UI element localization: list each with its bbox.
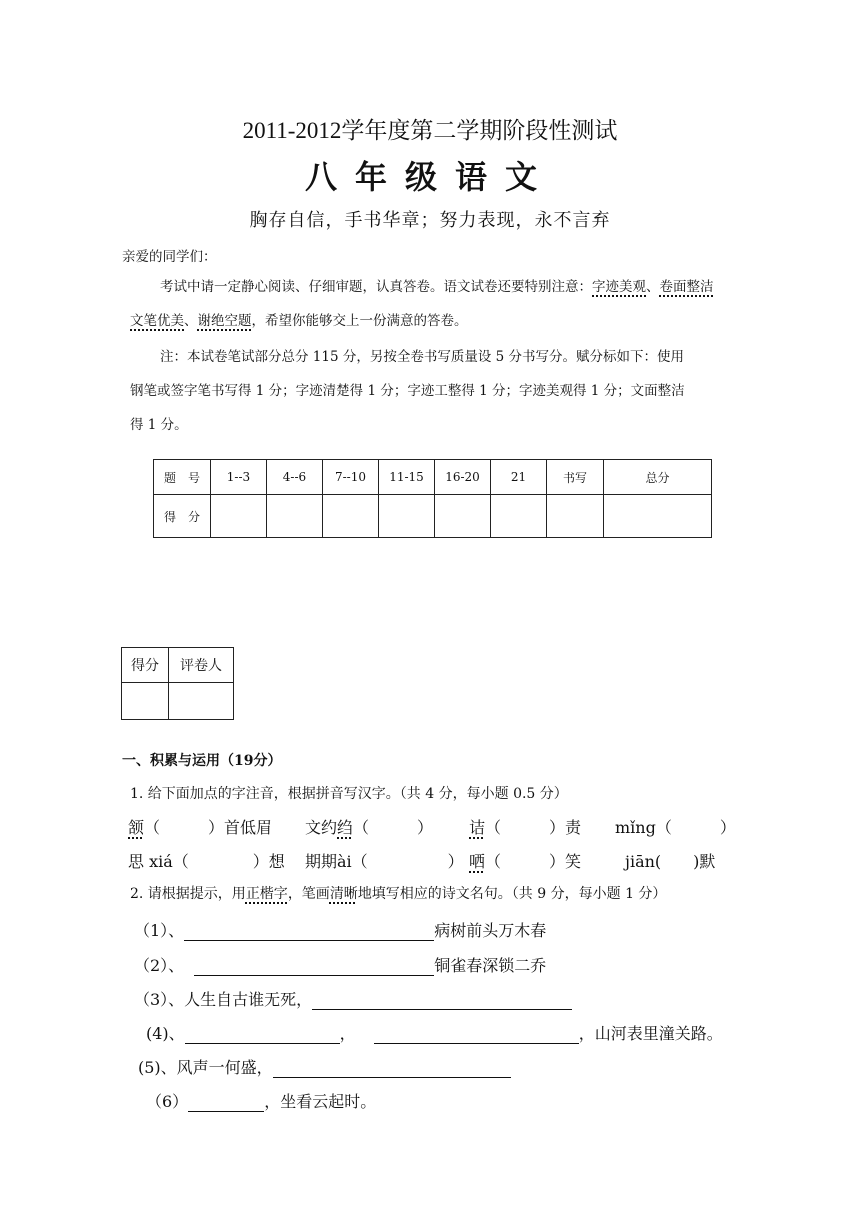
answer-blank[interactable] xyxy=(374,1027,579,1044)
emphasis-text: 卷面整洁 xyxy=(659,279,714,295)
score-table-col: 11-15 xyxy=(379,460,435,495)
score-table-col: 7--10 xyxy=(323,460,379,495)
score-cell[interactable] xyxy=(547,495,604,538)
item-text: （ ）笑 xyxy=(485,852,582,871)
item-text: ， xyxy=(339,1024,356,1043)
intro-paragraph-1-line2 xyxy=(130,304,468,338)
item-text: （ ）首低眉 xyxy=(144,818,273,837)
pinyin: jiān( xyxy=(625,852,662,871)
score-cell[interactable] xyxy=(323,495,379,538)
pinyin: ài xyxy=(337,852,352,871)
answer-blank[interactable] xyxy=(185,1027,340,1044)
question-2 xyxy=(130,883,666,903)
fill-item-4 xyxy=(146,1021,723,1044)
q1-item-b xyxy=(305,815,433,838)
score-cell[interactable] xyxy=(491,495,547,538)
separator: 、 xyxy=(184,313,198,329)
note-line2: 钢笔或签字笔书写得 1 分；字迹清楚得 1 分；字迹工整得 1 分；字迹美观得 1 分；文面整洁 xyxy=(130,383,685,399)
answer-blank[interactable] xyxy=(194,959,434,976)
question-1: 1. 给下面加点的字注音，根据拼音写汉字。（共 4 分，每小题 0.5 分） xyxy=(130,786,568,802)
item-text: （ ） xyxy=(351,852,464,871)
dotted-char: 哂 xyxy=(469,852,486,871)
item-text: ，山河表里潼关路。 xyxy=(578,1024,723,1043)
pinyin: mǐng xyxy=(615,818,656,837)
score-table-header: 题 号 xyxy=(154,460,211,495)
dotted-char: 诘 xyxy=(469,818,486,837)
item-number: （2）、 xyxy=(134,956,185,975)
answer-blank[interactable] xyxy=(273,1061,511,1078)
note-line1: 注：本试卷笔试部分总分 115 分，另按全卷书写质量设 5 分书写分。赋分标如下：使用 xyxy=(160,349,685,365)
dotted-char: 绉 xyxy=(337,818,354,837)
item-text: )默 xyxy=(661,852,716,871)
answer-blank[interactable] xyxy=(312,993,572,1010)
emphasis-text: 清晰 xyxy=(329,886,358,902)
intro-text: 考试中请一定静心阅读、仔细审题，认真答卷。语文试卷还要特别注意： xyxy=(160,279,592,295)
emphasis-text: 谢绝空题 xyxy=(197,313,252,329)
fill-item-6 xyxy=(146,1089,376,1112)
item-text: 病树前头万木春 xyxy=(434,921,547,940)
item-text: （ ）责 xyxy=(485,818,582,837)
question-text: 2. 请根据提示，用 xyxy=(130,886,246,902)
q1-item-a xyxy=(128,815,272,838)
grader-name-label: 评卷人 xyxy=(169,648,234,683)
item-text: ，坐看云起时。 xyxy=(264,1092,377,1111)
item-text: 文约 xyxy=(305,818,338,837)
score-cell[interactable] xyxy=(379,495,435,538)
question-text: ，笔画 xyxy=(287,886,330,902)
score-cell[interactable] xyxy=(211,495,267,538)
item-number: （1）、 xyxy=(134,921,185,940)
item-text: （ ）想 xyxy=(172,852,285,871)
exam-motto: 胸存自信，手书华章；努力表现，永不言弃 xyxy=(249,210,611,231)
score-table-col: 总分 xyxy=(604,460,712,495)
dotted-char: 颔 xyxy=(128,818,145,837)
q1-item-f xyxy=(305,849,464,872)
answer-blank[interactable] xyxy=(184,924,434,941)
score-table xyxy=(153,459,712,538)
fill-item-3 xyxy=(134,987,572,1010)
item-number: (4)、 xyxy=(146,1024,185,1043)
item-text: （ ） xyxy=(353,818,434,837)
note-line3: 得 1 分。 xyxy=(130,417,188,433)
grader-name-cell[interactable] xyxy=(169,683,234,720)
emphasis-text: 字迹美观 xyxy=(592,279,646,295)
q1-item-h xyxy=(625,849,715,872)
intro-text: ，希望你能够交上一份满意的答卷。 xyxy=(251,313,468,329)
emphasis-text: 文笔优美 xyxy=(130,313,184,329)
grader-table xyxy=(121,647,234,720)
pinyin: 思 xiá xyxy=(128,852,173,871)
q1-item-e xyxy=(128,849,285,872)
question-text: 地填写相应的诗文名句。（共 9 分，每小题 1 分） xyxy=(357,886,667,902)
score-cell[interactable] xyxy=(435,495,491,538)
grader-score-cell[interactable] xyxy=(122,683,169,720)
score-table-col: 1--3 xyxy=(211,460,267,495)
item-text: 期期 xyxy=(305,852,338,871)
grader-score-label: 得分 xyxy=(122,648,169,683)
emphasis-text: 正楷字 xyxy=(245,886,288,902)
q1-item-c xyxy=(469,815,581,838)
item-number: （6） xyxy=(146,1092,189,1111)
exam-title-line1: 2011-2012学年度第二学期阶段性测试 xyxy=(242,118,618,143)
fill-item-2 xyxy=(134,953,546,976)
fill-item-5 xyxy=(138,1055,511,1078)
greeting: 亲爱的同学们： xyxy=(122,249,217,265)
score-table-col: 4--6 xyxy=(267,460,323,495)
q1-item-d xyxy=(615,815,736,838)
score-table-col: 21 xyxy=(491,460,547,495)
score-cell[interactable] xyxy=(604,495,712,538)
item-number: (5)、风声一何盛， xyxy=(138,1058,273,1077)
score-table-header: 得 分 xyxy=(154,495,211,538)
exam-title-subject: 八年级语文 xyxy=(304,158,555,196)
section-heading: 一、积累与运用（19分） xyxy=(122,753,282,769)
q1-item-g xyxy=(469,849,581,872)
score-table-col: 16-20 xyxy=(435,460,491,495)
item-text: 铜雀春深锁二乔 xyxy=(434,956,547,975)
score-table-col: 书写 xyxy=(547,460,604,495)
fill-item-1 xyxy=(134,918,546,941)
separator: 、 xyxy=(646,279,660,295)
answer-blank[interactable] xyxy=(188,1095,264,1112)
item-text: （ ） xyxy=(655,818,736,837)
item-number: （3）、人生自古谁无死， xyxy=(134,990,313,1009)
score-cell[interactable] xyxy=(267,495,323,538)
intro-paragraph-1-line1 xyxy=(160,270,714,304)
